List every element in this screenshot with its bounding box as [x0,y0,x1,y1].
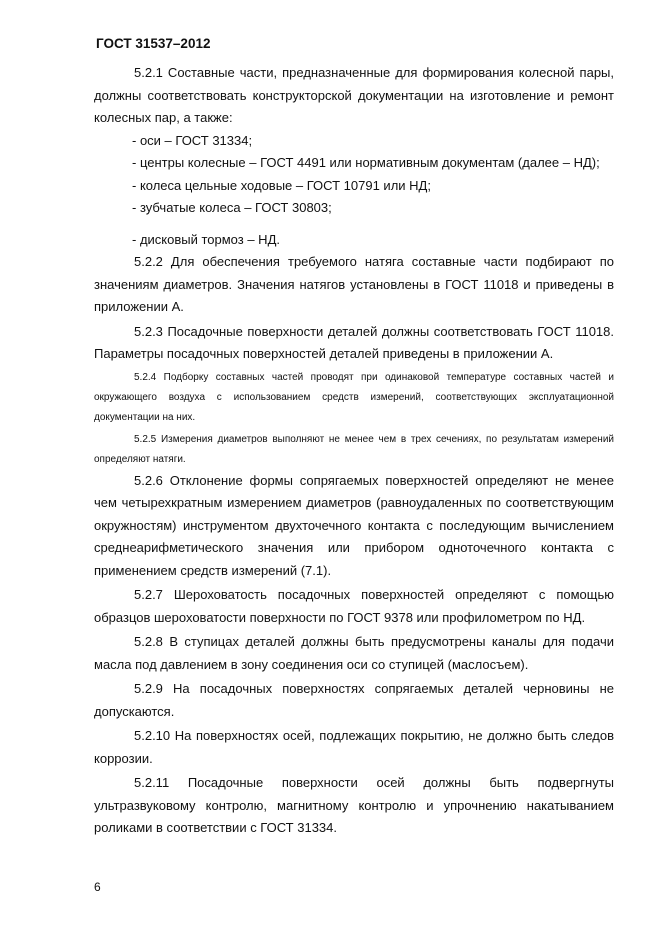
paragraph-5-2-1: 5.2.1 Составные части, предназначенные для формирования колесной пары, должны соответствовать конструкторской документации на изготовление и ремонт колесных пар, а также: [94,65,614,125]
paragraph-5-2-7: 5.2.7 Шероховатость посадочных поверхностей определяют с помощью образцов шероховатости поверхности по ГОСТ 9378 или профилометром по НД. [94,587,614,625]
paragraph-5-2-5: 5.2.5 Измерения диаметров выполняют не менее чем в трех сечениях, по результатам измерений определяют натяги. [94,433,614,465]
paragraph-5-2-4: 5.2.4 Подборку составных частей проводят при одинаковой температуре составных частей и окружающего воздуха с использованием средств измерений, соответствующих эксплуатационной документации на них. [94,371,614,423]
list-item: - колеса цельные ходовые – ГОСТ 10791 или НД; [132,177,431,193]
document-header: ГОСТ 31537–2012 [96,36,211,51]
list-item: - оси – ГОСТ 31334; [132,132,253,148]
paragraph-5-2-6: 5.2.6 Отклонение формы сопрягаемых поверхностей определяют не менее чем четырехкратным измерением диаметров (равноудаленных по соответствующим окружностям) инструментом двухточечного контакта с последующим вычислением среднеарифметического значения или прибором одноточечного контакта с применением средств измерений (7.1). [94,472,614,578]
paragraph-5-2-8: 5.2.8 В ступицах деталей должны быть предусмотрены каналы для подачи масла под давлением в зону соединения оси со ступицей (маслосъем). [94,634,614,672]
paragraph-5-2-11: 5.2.11 Посадочные поверхности осей должны быть подвергнуты ультразвуковому контролю, магнитному контролю и упрочнению накатыванием роликами в соответствии с ГОСТ 31334. [94,775,614,835]
paragraph-5-2-9: 5.2.9 На посадочных поверхностях сопрягаемых деталей черновины не допускаются. [94,681,614,719]
paragraph-5-2-3: 5.2.3 Посадочные поверхности деталей должны соответствовать ГОСТ 11018. Параметры посадочных поверхностей деталей приведены в приложении А. [94,323,614,361]
paragraph-5-2-2: 5.2.2 Для обеспечения требуемого натяга составные части подбирают по значениям диаметров. Значения натягов установлены в ГОСТ 11018 и приведены в приложении А. [94,254,614,314]
list-item: - центры колесные – ГОСТ 4491 или нормативным документам (далее – НД); [132,155,600,170]
list-item: - зубчатые колеса – ГОСТ 30803; [132,200,332,215]
paragraph-5-2-10: 5.2.10 На поверхностях осей, подлежащих покрытию, не должно быть следов коррозии. [94,728,614,766]
page-number: 6 [94,880,101,894]
list-item: - дисковый тормоз – НД. [132,231,280,247]
document-body [94,62,614,840]
